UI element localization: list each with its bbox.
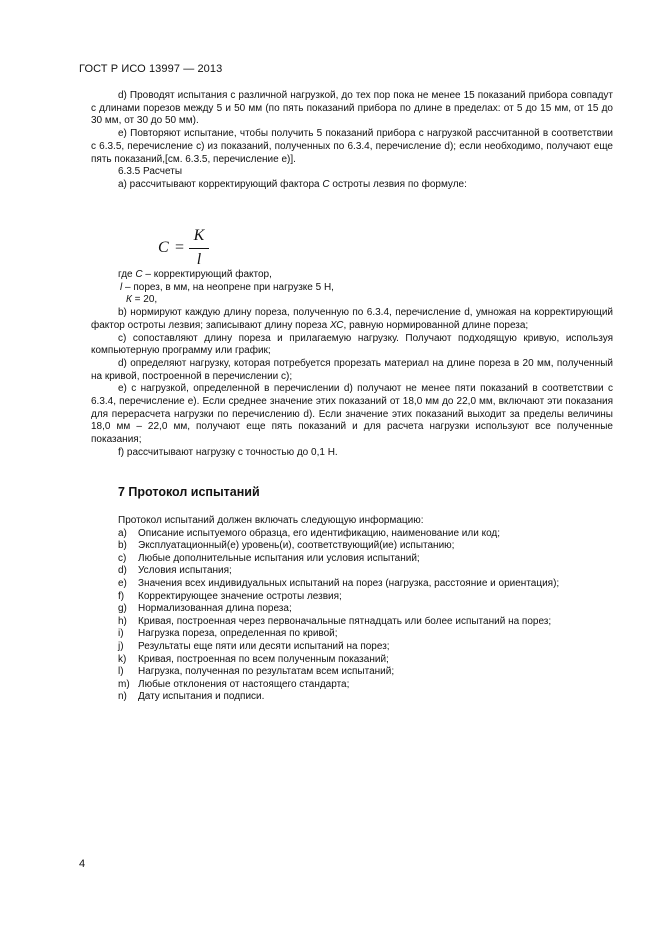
fraction-bar xyxy=(189,248,209,249)
list-item: j) Результаты еще пяти или десяти испытаний на порез; xyxy=(118,640,390,652)
list-item: f) Корректирующее значение остроты лезвия; xyxy=(118,590,342,602)
where-line-2: l – порез, в мм, на неопрене при нагрузке 5 Н, xyxy=(120,281,334,293)
where-line-1: где С – корректирующий фактор, xyxy=(118,269,272,280)
list-item: h) Кривая, построенная через первоначальные пятнадцать или более испытаний на порез; xyxy=(118,615,552,627)
paragraph-a: a) рассчитывают корректирующий фактора С остроты лезвия по формуле: xyxy=(118,178,467,190)
list-item: c) Любые дополнительные испытания или условия испытаний; xyxy=(118,552,420,564)
section-7-body xyxy=(118,515,618,704)
list-item: e) Значения всех индивидуальных испытаний на порез (нагрузка, расстояние и ориентация); xyxy=(118,577,560,589)
clause-6-3-5-body xyxy=(91,269,613,460)
paragraph-c: c) сопоставляют длину пореза и прилагаемую нагрузку. Получают подходящую кривую, используя компьютерную программу или график; xyxy=(91,332,613,357)
formula-numerator: K xyxy=(193,227,205,244)
formula-denominator: l xyxy=(196,251,202,268)
list-item: n) Дату испытания и подписи. xyxy=(118,691,265,703)
document-header: ГОСТ Р ИСО 13997 — 2013 xyxy=(79,63,223,75)
report-items-list xyxy=(118,528,618,704)
paragraph-e2: e) с нагрузкой, определенной в перечислении d) получают не менее пяти показаний в соответствии с 6.3.4, перечисление е). Если среднее значение этих показаний от 18,0 мм до 22,0 мм, включают эти показания для перерасчета нагрузки по перечислению d). Если значение этих показаний выходит за пределы величины 18,0 мм – 22,0 мм, получают еще пять показаний и для расчета нагрузки используют все полученные показания; xyxy=(91,383,613,446)
section-7-lead: Протокол испытаний должен включать следующую информацию: xyxy=(118,515,424,526)
list-item: i) Нагрузка пореза, определенная по кривой; xyxy=(118,628,338,640)
page-number: 4 xyxy=(79,858,86,870)
list-item: k) Кривая, построенная по всем полученным показаний; xyxy=(118,653,389,665)
list-item: l) Нагрузка, полученная по результатам всем испытаний; xyxy=(118,666,395,678)
paragraph-d: d) Проводят испытания с различной нагрузкой, до тех пор пока не менее 15 показаний прибора совпадут с длинами порезов между 5 и 50 мм (по пять показаний прибора по длине в пределах: от 5 до 15 мм, от 15 до 30 мм, от 30 до 50 мм). xyxy=(91,90,613,127)
paragraph-e: e) Повторяют испытание, чтобы получить 5 показаний прибора с нагрузкой рассчитанной в соответствии с 6.3.5, перечисление с) из показаний, полученных по 6.3.4, перечисление d); если необходимо, получают еще пять показаний,[см. 6.3.5, перечисление е)]. xyxy=(91,128,613,165)
subsection-heading: 6.3.5 Расчеты xyxy=(118,166,183,178)
paragraph-b: b) нормируют каждую длину пореза, полученную по 6.3.4, перечисление d, умножая на корректирующий фактор остроты лезвия; записывают длину пореза ХС, равную нормированной длине пореза; xyxy=(91,307,613,331)
paragraph-d2: d) определяют нагрузку, которая потребуется прорезать материал на длине пореза в 20 мм, полученный на кривой, построенной в перечислении с); xyxy=(91,357,613,382)
list-item: m) Любые отклонения от настоящего стандарта; xyxy=(118,678,350,690)
list-item: g) Нормализованная длина пореза; xyxy=(118,603,292,615)
paragraph-f: f) рассчитывают нагрузку с точностью до 0,1 Н. xyxy=(118,446,338,458)
where-line-3: К = 20, xyxy=(126,294,158,306)
clause-6-3-4-tail xyxy=(91,90,613,192)
list-item: a) Описание испытуемого образца, его идентификацию, наименование или код; xyxy=(118,527,501,539)
list-item: b) Эксплуатационный(е) уровень(и), соответствующий(ие) испытанию; xyxy=(118,540,455,552)
list-item: d) Условия испытания; xyxy=(118,565,232,577)
formula-lhs: C xyxy=(158,239,169,256)
formula-equals: = xyxy=(175,239,185,256)
section-7-title: 7 Протокол испытаний xyxy=(118,485,260,499)
